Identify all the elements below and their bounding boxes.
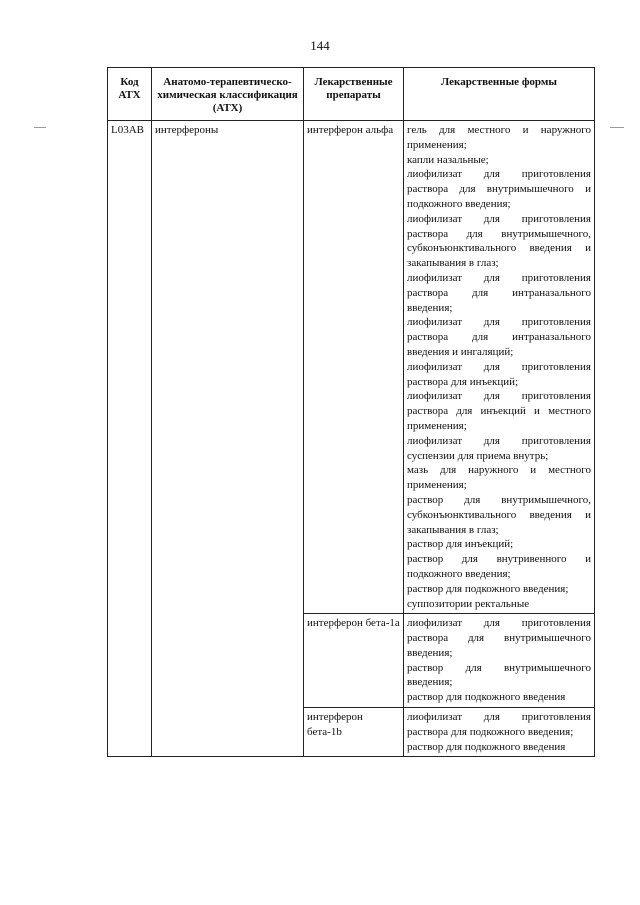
dosage-form-item: раствор для подкожного введения — [407, 691, 566, 704]
dosage-form-item: лиофилизат для приготовления раствора для внутримышечного введения; — [407, 617, 591, 659]
header-classification: Анатомо-терапевтическо-химическая классификация (АТХ) — [152, 68, 304, 121]
drug-forms — [404, 708, 595, 757]
dosage-form-item: лиофилизат для приготовления раствора для подкожного введения; — [407, 711, 591, 738]
atx-table — [107, 67, 595, 757]
dosage-form-item: раствор для подкожного введения — [407, 740, 566, 753]
header-forms: Лекарственные формы — [404, 68, 595, 121]
dosage-form-item: капли назальные; — [407, 153, 489, 166]
dosage-form-item: мазь для наружного и местного применения; — [407, 464, 591, 492]
drug-forms — [404, 121, 595, 614]
atx-classification: интерфероны — [152, 121, 304, 757]
dosage-form-item: лиофилизат для приготовления суспензии для приема внутрь; — [407, 434, 591, 462]
dosage-form-item: лиофилизат для приготовления раствора для инъекций; — [407, 360, 591, 388]
dosage-form-item: гель для местного и наружного применения; — [407, 124, 591, 151]
dosage-form-item: лиофилизат для приготовления раствора для интраназального введения и ингаляций; — [407, 316, 591, 358]
drug-forms — [404, 614, 595, 708]
dosage-form-item: раствор для внутривенного и подкожного введения; — [407, 553, 591, 580]
dosage-form-item: суппозитории ректальные — [407, 597, 530, 610]
dosage-form-item: раствор для подкожного введения; — [407, 582, 569, 595]
table-header-row — [108, 68, 595, 121]
scan-mark-left — [34, 127, 46, 128]
scan-mark-right — [610, 127, 624, 128]
header-drugs: Лекарственные препараты — [304, 68, 404, 121]
dosage-form-item: лиофилизат для приготовления раствора для внутримышечного и подкожного введения; — [407, 168, 591, 210]
header-code: Код АТХ — [108, 68, 152, 121]
drug-name: интерферон бета-1b — [304, 708, 404, 757]
drug-name: интерферон бета-1a — [304, 614, 404, 708]
dosage-form-item: раствор для внутримышечного введения; — [407, 661, 591, 689]
atx-code: L03AB — [108, 121, 152, 757]
dosage-form-item: лиофилизат для приготовления раствора для инъекций и местного применения; — [407, 390, 591, 432]
dosage-form-item: раствор для внутримышечного, субконъюнктивального введения и закапывания в глаз; — [407, 493, 591, 536]
dosage-form-item: лиофилизат для приготовления раствора для внутримышечного, субконъюнктивального введения и закапывания в глаз; — [407, 212, 591, 270]
dosage-form-item: раствор для инъекций; — [407, 538, 514, 551]
drug-name: интерферон альфа — [304, 121, 404, 614]
page-number: 144 — [310, 38, 330, 53]
dosage-form-item: лиофилизат для приготовления раствора для интраназального введения; — [407, 271, 591, 314]
table-row — [108, 121, 595, 614]
